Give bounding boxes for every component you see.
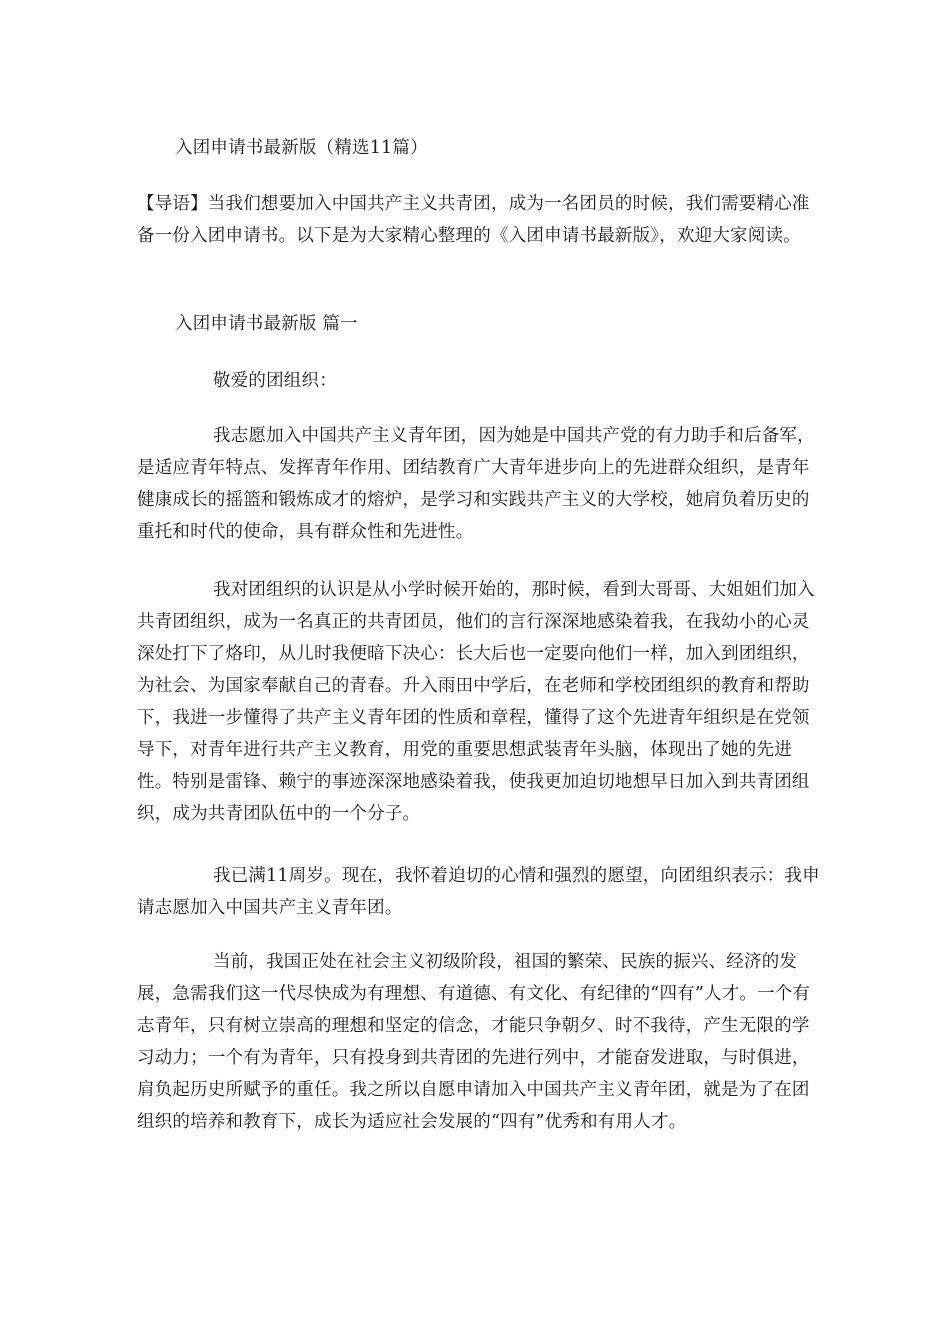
body-paragraph-1: 我志愿加入中国共产主义青年团，因为她是中国共产党的有力助手和后备军，是适应青年特点、发挥青年作用、团结教育广大青年进步向上的先进群众组织，是青年健康成长的摇篮和锻炼成才的熔炉，是学习和实践共产主义的大学校，她肩负着历史的重托和时代的使命，具有群众性和先进性。 <box>137 426 815 542</box>
body-paragraph-2: 我对团组织的认识是从小学时候开始的，那时候，看到大哥哥、大姐姐们加入共青团组织，成为一名真正的共青团员，他们的言行深深地感染着我，在我幼小的心灵深处打下了烙印，从儿时我便暗下决心：长大后也一定要向他们一样，加入到团组织，为社会、为国家奉献自己的青春。升入雨田中学后，在老师和学校团组织的教育和帮助下，我进一步懂得了共产主义青年团的性质和章程，懂得了这个先进青年组织是在党领导下，对青年进行共产主义教育，用党的重要思想武装青年头脑，体现出了她的先进性。特别是雷锋、赖宁的事迹深深地感染着我，使我更加迫切地想早日加入到共青团组织，成为共青团队伍中的一个分子。 <box>137 580 815 824</box>
letter-greeting: 敬爱的团组织： <box>213 371 337 391</box>
document-title: 入团申请书最新版（精选11篇） <box>175 138 428 158</box>
section-heading: 入团申请书最新版 篇一 <box>175 314 358 334</box>
intro-paragraph: 【导语】当我们想要加入中国共产主义共青团，成为一名团员的时候，我们需要精心准备一份入团申请书。以下是为大家精心整理的《入团申请书最新版》，欢迎大家阅读。 <box>137 194 810 246</box>
body-paragraph-4: 当前，我国正处在社会主义初级阶段，祖国的繁荣、民族的振兴、经济的发展，急需我们这一代尽快成为有理想、有道德、有文化、有纪律的“四有”人才。一个有志青年，只有树立崇高的理想和坚定的信念，才能只争朝夕、时不我待，产生无限的学习动力；一个有为青年，只有投身到共青团的先进行列中，才能奋发进取，与时俱进，肩负起历史所赋予的重任。我之所以自愿申请加入中国共产主义青年团，就是为了在团组织的培养和教育下，成长为适应社会发展的“四有”优秀和有用人才。 <box>137 952 811 1132</box>
body-paragraph-3: 我已满11周岁。现在，我怀着迫切的心情和强烈的愿望，向团组织表示：我申请志愿加入中国共产主义青年团。 <box>137 866 820 918</box>
